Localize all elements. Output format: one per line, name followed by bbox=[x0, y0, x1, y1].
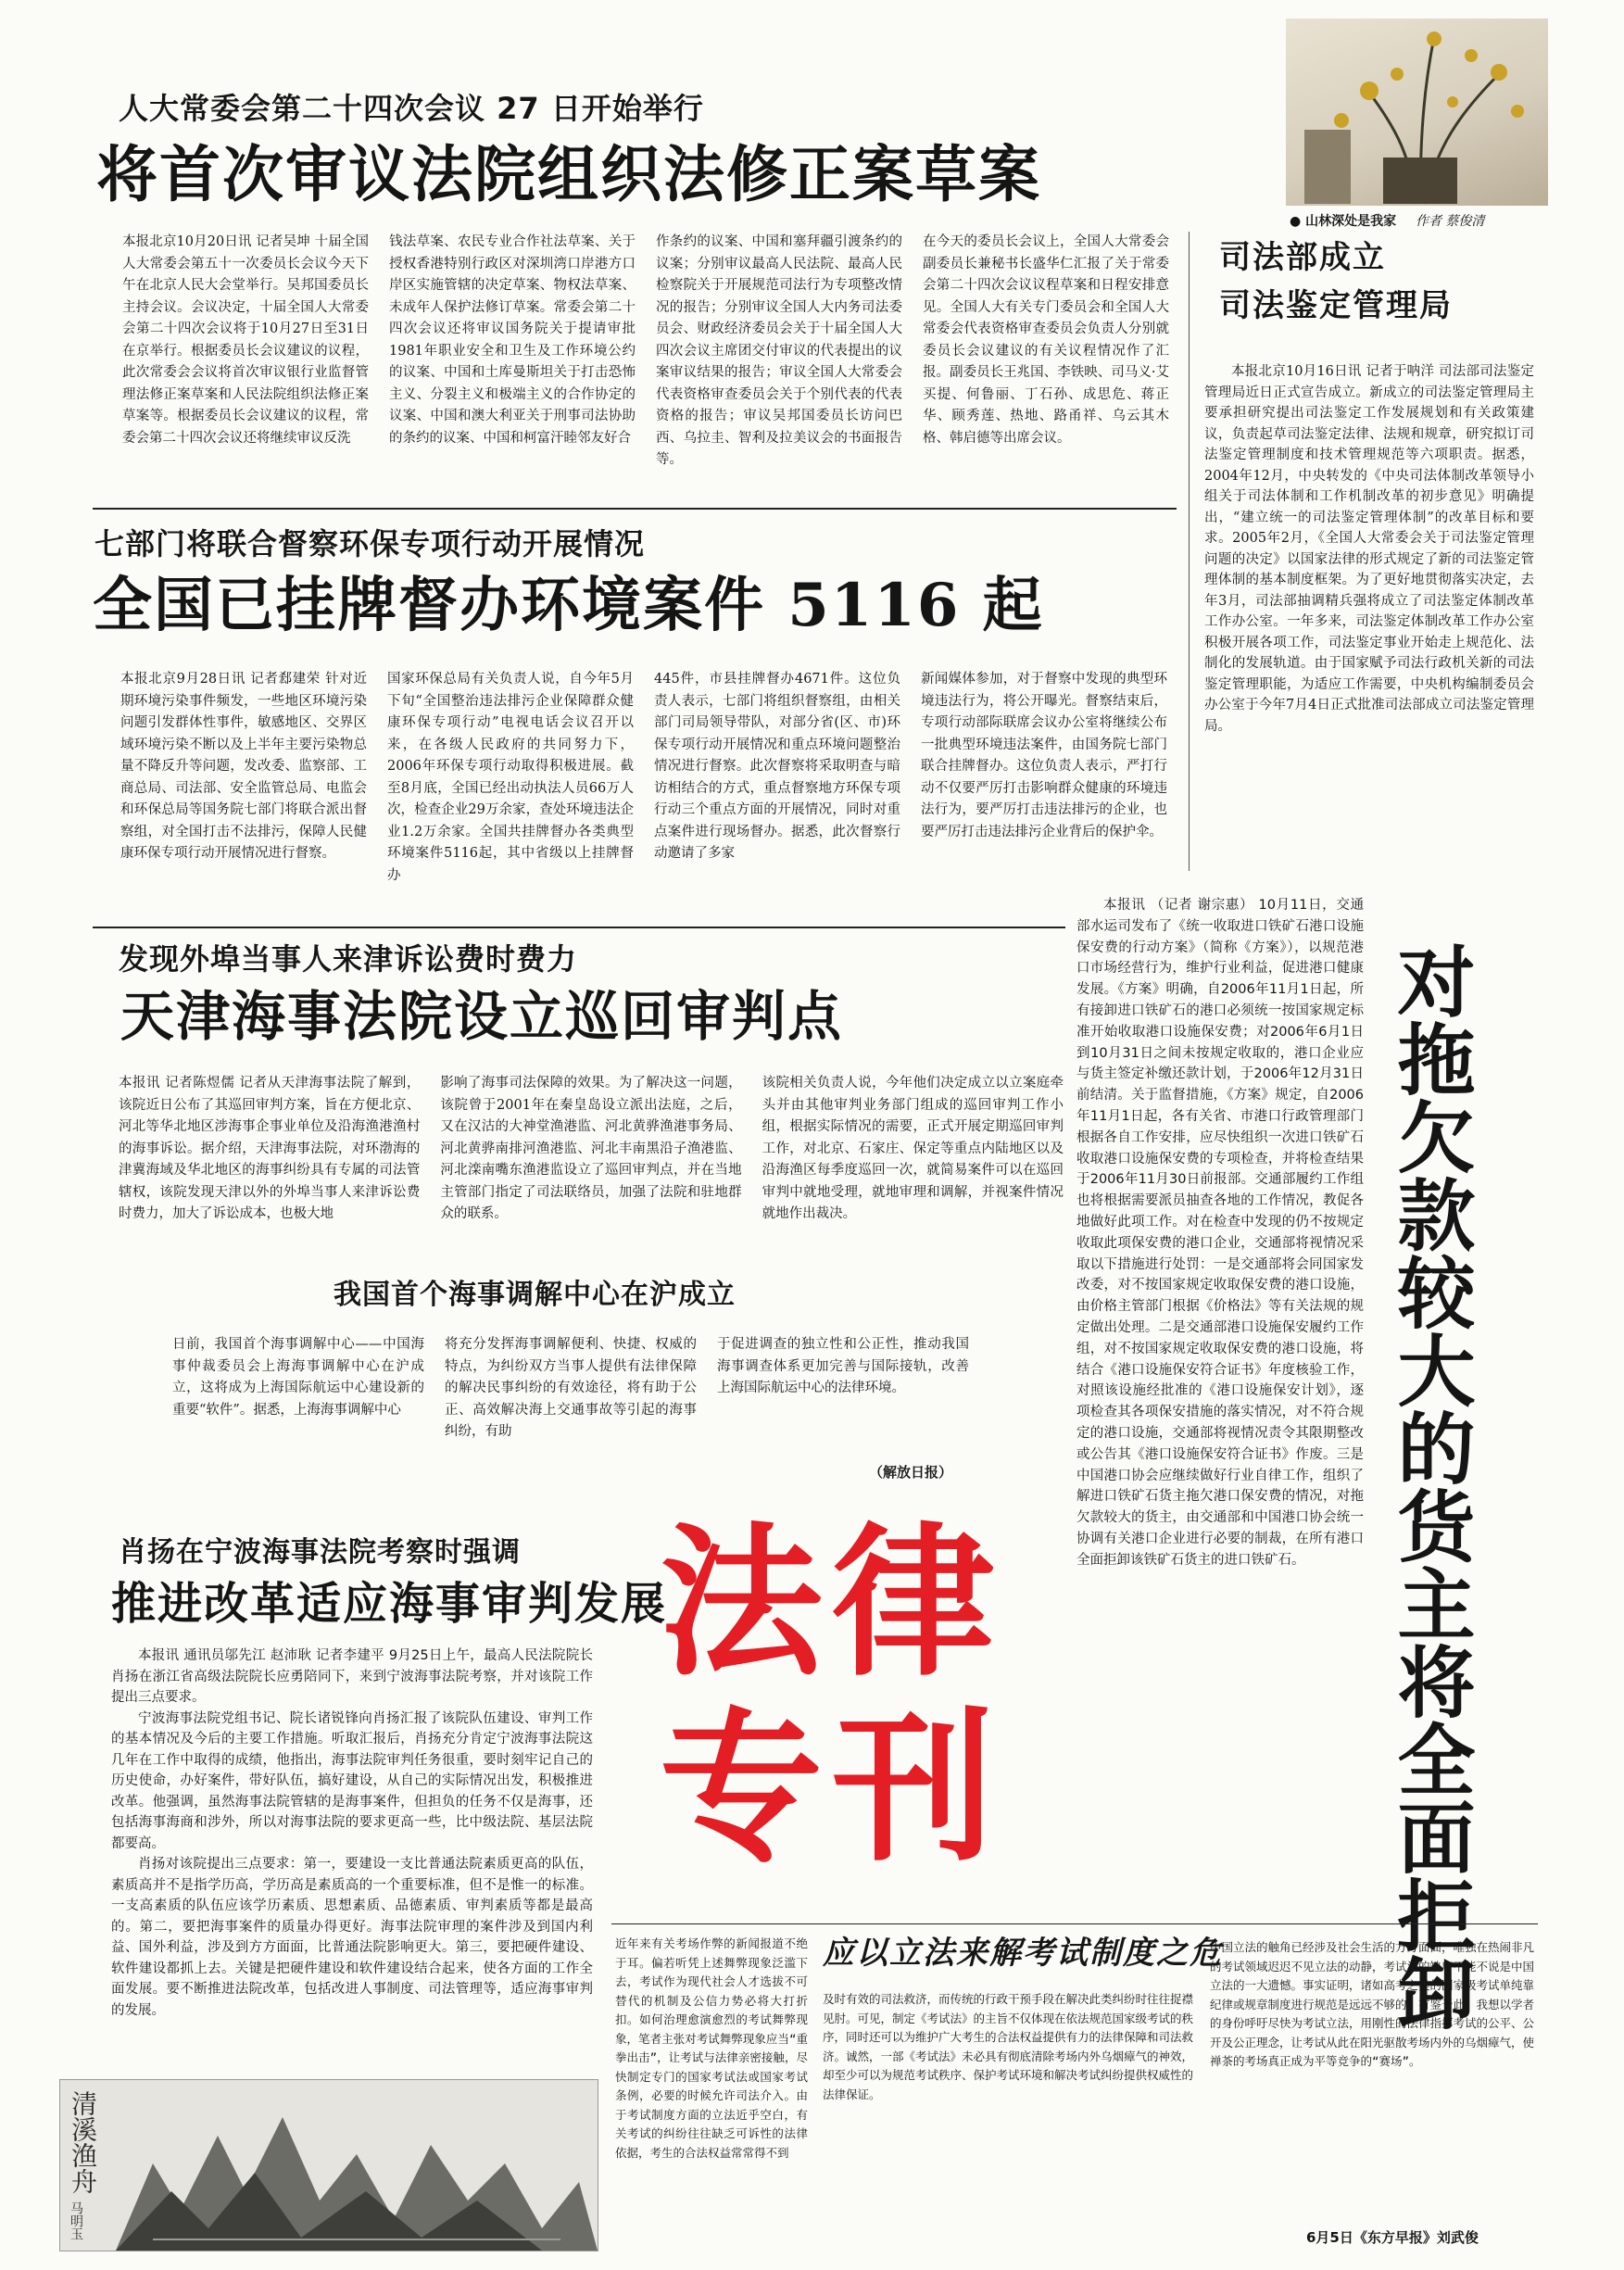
story4-col1: 本报讯 记者陈煜儒 记者从天津海事法院了解到，该院近日公布了其巡回审判方案，旨在方便北京、河北等华北地区涉海事企事业单位及沿海渔港渔村的海事诉讼。据介绍，天津海事法院，对环渤海的津冀海域及华北地区的海事纠纷具有专属的司法管辖权，该院发现天津以外的外埠当事人来津诉讼费时费力，加大了诉讼成本，也极大地 bbox=[119, 1076, 421, 1221]
story5-col2: 将充分发挥海事调解便利、快捷、权威的特点，为纠纷双方当事人提供有法律保障的解决民事纠纷的有效途径，将有助于公正、高效解决海上交通事故等引起的海事纠纷，有助 bbox=[445, 1337, 697, 1439]
story5-col1: 日前，我国首个海事调解中心——中国海事仲裁委员会上海海事调解中心在沪成立，这将成为上海国际航运中心建设新的重要“软件”。据悉，上海海事调解中心 bbox=[172, 1337, 424, 1418]
story4-headline: 天津海事法院设立巡回审判点 bbox=[120, 985, 844, 1048]
story2-body bbox=[120, 669, 1167, 919]
story8-source: 6月5日《东方早报》刘武俊 bbox=[1306, 2229, 1479, 2246]
story5-headline: 我国首个海事调解中心在沪成立 bbox=[334, 1279, 736, 1311]
story8-intro: 近年来有关考场作弊的新闻报道不绝于耳。偏若听凭上述舞弊现象泛滥下去，考试作为现代社会人才选拔不可替代的机制及公信力势必将大打折扣。如何治理愈演愈烈的考试舞弊现象，笔者主张对考试舞弊现象应当“重拳出击”，让考试与法律亲密接触，尽快制定专门的国家考试法或国家考试条例，必要的时候允许司法介入。由于考试制度方面的立法近乎空白，有关考试的纠纷往往缺乏可诉性的法律依据，考生的合法权益常常得不到 bbox=[615, 1936, 808, 2160]
story3-headline-line1: 司法部成立 bbox=[1219, 239, 1386, 276]
photo-top-caption: ● 山林深处是我家 作者 蔡俊清 bbox=[1290, 214, 1485, 229]
story1-col2: 钱法草案、农民专业合作社法草案、关于授权香港特别行政区对深圳湾口岸港方口岸区实施管辖的决定草案、物权法草案、未成年人保护法修订草案。常委会第二十四次会议还将审议国务院关于提请审批1981年职业安全和卫生及工作环境公约的议案、中国和土库曼斯坦关于打击恐怖主义、分裂主义和极端主义的合作协定的议案、中国和澳大利亚关于刑事司法协助的条约的议案、中国和柯富汗睦邻友好合 bbox=[389, 234, 636, 446]
story2-col1: 本报北京9月28日讯 记者郄建荣 针对近期环境污染事件频发，一些地区环境污染问题引发群体性事件，敏感地区、交界区域环境污染不断以及上半年主要污染物总量不降反升等问题，发改委、监察部、工商总局、司法部、安全监管总局、电监会和环保总局等国务院七部门将联合派出督察组，对全国打击不法排污，保障人民健康环保专项行动开展情况进行督察。 bbox=[120, 672, 367, 861]
story7-para2: 宁波海事法院党组书记、院长诸锐锋向肖扬汇报了该院队伍建设、审判工作的基本情况及今后的主要工作措施。听取汇报后，肖扬充分肯定宁波海事法院这几年在工作中取得的成绩，他指出，海事法院审判任务很重，要时刻牢记自己的历史使命，办好案件，带好队伍，搞好建设，从自己的实际情况出发，积极推进改革。他强调，虽然海事法院管辖的是海事案件，但担负的任务不仅是海事，还包括海事海商和涉外，所以对海事法院的要求更高一些，比中级法院、基层法院都要高。 bbox=[111, 1710, 593, 1851]
photo-bottom-painting bbox=[59, 2079, 598, 2251]
story1-headline: 将首次审议法院组织法修正案草案 bbox=[96, 138, 1041, 210]
story3-headline bbox=[1219, 233, 1453, 330]
story1-col3: 作条约的议案、中国和塞拜疆引渡条约的议案；分别审议最高人民法院、最高人民检察院关于开展规范司法行为专项整改情况的报告；分别审议全国人大内务司法委员会、财政经济委员会关于十届全国人大四次会议主席团交付审议的代表提出的议案审议结果的报告；审议全国人大常委会代表资格审查委员会关于个别代表的代表资格的报告；审议吴邦国委员长访问巴西、乌拉圭、智利及拉美议会的书面报告等。 bbox=[656, 234, 902, 467]
story2-top-rule bbox=[93, 508, 1177, 510]
flower-arrangement-icon bbox=[1286, 19, 1548, 206]
story8-col3: 中国立法的触角已经涉及社会生活的方方面面，唯独在热闹非凡的考试领域迟迟不见立法的动静，考试法的缺席不能不说是中国立法的一大遗憾。事实证明，诸如高考之类的国家级考试单纯靠纪律或规章制度进行规范是远远不够的。有鉴于此，我想以学者的身份呼吁尽快为考试立法，用刚性的法律指挥考试的公平、公开及公正理念，让考试从此在阳光驱散考场内外的乌烟瘴气，使禅茶的考场真正成为平等竞争的“赛场”。 bbox=[1210, 1940, 1534, 2068]
story3-divider bbox=[1189, 232, 1190, 871]
story3-headline-line2: 司法鉴定管理局 bbox=[1219, 287, 1453, 324]
story7-para3: 肖扬对该院提出三点要求：第一，要建设一支比普通法院素质更高的队伍，素质高并不是指学历高，学历高是素质高的一个重要标准，但不是惟一的标准。一支高素质的队伍应该学历素质、思想素质、品德素质、审判素质等都是最高的。第二，要把海事案件的质量办得更好。海事法院审理的案件涉及到国内利益、国外利益，涉及到方方面面，比普通法院影响更大。第三，要把硬件建设、软件建设都抓上去。关键是把硬件建设和软件建设结合起来，使各方面的工作全面发展。要不断推进法院改革，包括改进人事制度、司法管理等，适应海事审判的发展。 bbox=[111, 1857, 593, 2018]
story7-para1: 本报讯 通讯员邬先江 赵沛耿 记者李建平 9月25日上午，最高人民法院院长肖扬在浙江省高级法院院长应勇陪同下，来到宁波海事法院考察，并对该院工作提出三点要求。 bbox=[111, 1648, 593, 1705]
story2-col2: 国家环保总局有关负责人说，自今年5月下旬“全国整治违法排污企业保障群众健康环保专项行动”电视电话会议召开以来，在各级人民政府的共同努力下，2006年环保专项行动取得积极进展。截至8月底，全国已经出动执法人员66万人次，检查企业29万余家，查处环境违法企业1.2万余家。全国共挂牌督办各类典型环境案件5116起，其中省级以上挂牌督办 bbox=[387, 672, 634, 883]
story7-headline: 推进改革适应海事审判发展 bbox=[111, 1578, 668, 1630]
story7-kicker: 肖扬在宁波海事法院考察时强调 bbox=[119, 1536, 521, 1569]
story8-headline: 应以立法来解考试制度之危 bbox=[823, 1935, 1223, 1972]
photo-bottom-title: 清溪渔舟 bbox=[68, 2090, 98, 2194]
story1-col1: 本报北京10月20日讯 记者吴坤 十届全国人大常委会第五十一次委员长会议今天下午在北京人民大会堂举行。吴邦国委员长主持会议。会议决定，十届全国人大常委会第二十四次会议将于10月27日至31日在京举行。根据委员长会议建议的议程，此次常委会会议将首次审议银行业监督管理法修正案草案和人民法院组织法修正案草案等。根据委员长会议建议的议程，常委会第二十四次会议还将继续审议反洗 bbox=[122, 234, 369, 446]
photo-top-image bbox=[1286, 19, 1548, 206]
photo-bottom-author: 马明玉 bbox=[69, 2201, 83, 2240]
story1-body bbox=[122, 232, 1169, 480]
story4-col2: 影响了海事司法保障的效果。为了解决这一问题，该院曾于2001年在秦皇岛设立派出法庭，之后，又在汉沽的大神堂渔港监、河北黄骅渔港事务局、河北黄骅南排河渔港监、河北丰南黑沿子渔港监、河北滦南嘴东渔港监设立了巡回审判点，并在当地主管部门指定了司法联络员，加强了法院和驻地群众的联系。 bbox=[440, 1076, 742, 1221]
photo-top-author: 作者 蔡俊清 bbox=[1415, 214, 1485, 229]
story3-body: 本报北京10月16日讯 记者于呐洋 司法部司法鉴定管理局近日正式宣告成立。新成立的司法鉴定管理局主要承担研究提出司法鉴定工作发展规划和有关政策建议，负责起草司法鉴定法律、法规和规章，研究拟订司法鉴定管理制度和技术管理规范等六项职责。据悉，2004年12月，中央转发的《中央司法体制改革领导小组关于司法体制和工作机制改革的初步意见》明确提出，“建立统一的司法鉴定管理体制”的改革目标和要求。2005年2月，《全国人大常委会关于司法鉴定管理问题的决定》以国家法律的形式规定了新的司法鉴定管理体制的基本制度框架。为了更好地贯彻落实决定，去年3月，司法部抽调精兵强将成立了司法鉴定体制改革工作办公室。一年多来，司法鉴定体制改革工作办公室积极开展各项工作，司法鉴定事业开始走上规范化、法制化的发展轨道。由于国家赋予司法行政机关新的司法鉴定管理职能，为适应工作需要，中央机构编制委员会办公室于今年7月4日正式批准司法部成立司法鉴定管理局。 bbox=[1204, 364, 1534, 734]
story2-kicker: 七部门将联合督察环保专项行动开展情况 bbox=[94, 526, 646, 561]
story4-kicker: 发现外埠当事人来津诉讼费时费力 bbox=[119, 941, 578, 977]
story5-body bbox=[172, 1334, 969, 1464]
story4-top-rule bbox=[93, 927, 1065, 928]
story5-source: （解放日报） bbox=[869, 1464, 953, 1481]
story2-headline: 全国已挂牌督办环境案件 5116 起 bbox=[93, 571, 1044, 640]
story6-body: 本报讯 （记者 谢宗惠） 10月11日，交通部水运司发布了《统一收取进口铁矿石港口设施保安费的行动方案》（简称《方案》），以规范港口市场经营行为，维护行业利益，促进港口健康发展。《方案》明确，自2006年11月1日起，所有接卸进口铁矿石的港口必须统一按国家规定标准开始收取港口设施保安费；对2006年6月1日到10月31日之间未按规定收取的，港口企业应与货主签定补缴还款计划，于2006年12月31日前结清。关于监督措施，《方案》规定，自2006年11月1日起，各有关省、市港口行政管理部门根据各自工作安排，应尽快组织一次进口铁矿石收取港口设施保安费的专项检查，并将检查结果于2006年11月30日前报部。交通部履约工作组也将根据需要派员抽查各地的工作情况，教促各地做好此项工作。对在检查中发现的仍不按规定收取此项保安费的港口企业，交通部将视情况采取以下措施进行处罚：一是交通部将会同国家发改委，对不按国家规定收取保安费的港口设施，由价格主管部门根据《价格法》等有关法规的规定做出处理。二是交通部港口设施保安履约工作组，对不按国家规定收取保安费的港口设施，将结合《港口设施保安符合证书》年度核验工作，对照该设施经批准的《港口设施保安计划》，逐项检查其各项保安措施的落实情况，对不符合规定的港口设施，交通部将视情况责令其限期整改或公告其《港口设施保安符合证书》作废。三是中国港口协会应继续做好行业自律工作，组织了解进口铁矿石货主拖欠港口保安费的情况，对拖欠款较大的货主，由交通部和中国港口协会统一协调有关港口企业进行必要的制裁，在所有港口全面拒卸该铁矿石货主的进口铁矿石。 bbox=[1076, 898, 1364, 1568]
story4-body bbox=[119, 1073, 1064, 1267]
story1-kicker: 人大常委会第二十四次会议 27 日开始举行 bbox=[119, 91, 704, 126]
story1-col4: 在今天的委员长会议上，全国人大常委会副委员长兼秘书长盛华仁汇报了关于常委会第二十四次会议议程草案和日程安排意见。全国人大有关专门委员会和全国人大常委会代表资格审查委员会负责人分别就委员长会议建议的有关议程情况作了汇报。副委员长王兆国、李铁映、司马义·艾买提、何鲁丽、丁石孙、成思危、蒋正华、顾秀莲、热地、路甬祥、乌云其木格、韩启德等出席会议。 bbox=[923, 234, 1169, 446]
story6-headline: 对拖欠款较大的货主将全面拒卸 bbox=[1385, 941, 1477, 2031]
masthead bbox=[619, 1507, 1045, 1884]
landscape-painting-icon bbox=[60, 2080, 598, 2251]
story8-col2: 及时有效的司法救济，而传统的行政干预手段在解决此类纠纷时往往捉襟见肘。可见，制定《考试法》的主旨不仅体现在依法规范国家级考试的秩序，同时还可以为维护广大考生的合法权益提供有力的法律保障和司法救济。诚然，一部《考试法》未必具有彻底清除考场内外乌烟瘴气的神效，却至少可以为规范考试秩序、保护考试环境和解决考试纠纷提供权威性的法律保证。 bbox=[823, 1992, 1193, 2101]
masthead-line1: 法律 bbox=[659, 1507, 1004, 1698]
story8-top-rule bbox=[611, 1923, 1538, 1924]
photo-top-title: 山林深处是我家 bbox=[1305, 214, 1397, 229]
story7-body bbox=[111, 1646, 593, 2072]
masthead-line2: 专刊 bbox=[659, 1692, 1004, 1884]
story5-col3: 于促进调查的独立性和公正性，推动我国海事调查体系更加完善与国际接轨，改善上海国际航运中心的法律环境。 bbox=[717, 1337, 969, 1395]
story2-col4: 新闻媒体参加，对于督察中发现的典型环境违法行为，将公开曝光。督察结束后，专项行动部际联席会议办公室将继续公布一批典型环境违法案件，由国务院七部门联合挂牌督办。这位负责人表示，严打行动不仅要严厉打击影响群众健康的环境违法行为，要严厉打击违法排污的企业，也要严厉打击违法排污企业背后的保护伞。 bbox=[921, 672, 1167, 839]
story4-col3: 该院相关负责人说，今年他们决定成立以立案庭牵头并由其他审判业务部门组成的巡回审判工作小组，根据实际情况的需要，正式开展定期巡回审判工作，对北京、石家庄、保定等重点内陆地区以及沿海渔区每季度巡回一次，就简易案件可以在巡回审判中就地受理，就地审理和调解，并视案件情况就地作出裁决。 bbox=[762, 1076, 1064, 1221]
story2-col3: 445件，市县挂牌督办4671件。这位负责人表示，七部门将组织督察组，由相关部门司局领导带队，对部分省(区、市)环保专项行动开展情况和重点环境问题整治情况进行督察。此次督察将采取明查与暗访相结合的方式，重点督察地方环保专项行动三个重点方面的开展情况，同时对重点案件进行现场督办。据悉，此次督察行动邀请了多家 bbox=[654, 672, 900, 861]
